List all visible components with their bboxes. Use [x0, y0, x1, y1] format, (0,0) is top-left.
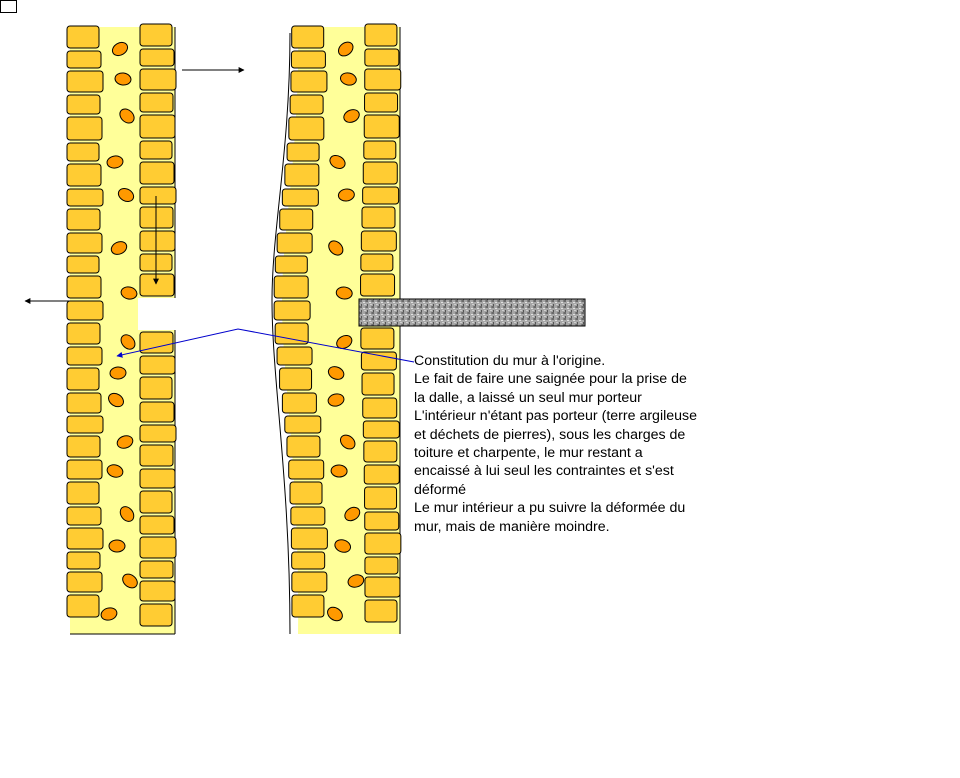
stone [365, 600, 397, 622]
stone [67, 26, 99, 48]
stone [67, 143, 99, 161]
stone [280, 209, 313, 230]
stone [365, 533, 401, 554]
stone [274, 301, 310, 320]
stone [67, 51, 101, 68]
stone [140, 402, 174, 422]
stone [140, 469, 175, 488]
stone [292, 595, 324, 617]
caption-line: déformé [414, 481, 467, 498]
stone [361, 352, 396, 370]
stone [364, 441, 397, 462]
stone [140, 445, 173, 466]
caption-line: L'intérieur n'étant pas porteur (terre argileuse [414, 408, 698, 425]
stone [274, 276, 308, 298]
stone [292, 572, 327, 592]
stone [67, 95, 100, 114]
stone [287, 436, 320, 457]
caption-line: Constitution du mur à l'origine. [414, 353, 606, 369]
stone [67, 416, 103, 433]
stone [292, 26, 324, 48]
stone [365, 24, 397, 46]
stone [67, 71, 103, 92]
stone [277, 233, 312, 253]
stone [67, 256, 99, 273]
stone [67, 460, 102, 479]
stone [361, 231, 396, 251]
stone [282, 189, 318, 206]
explanation-caption [414, 352, 744, 536]
stone [140, 141, 172, 159]
pebble [331, 465, 348, 478]
stone [365, 577, 400, 597]
pebble [109, 540, 125, 552]
stone [67, 347, 102, 365]
caption-line: Le mur intérieur a pu suivre la déformée du [414, 500, 686, 517]
stone [291, 507, 325, 525]
stone [365, 69, 401, 90]
caption-line: la dalle, a laissé un seul mur porteur [414, 389, 642, 406]
stone [287, 143, 319, 161]
caption-line: et déchets de pierres), sous les charges de [414, 426, 686, 443]
stone [140, 115, 175, 138]
stone [362, 207, 395, 228]
stone [364, 141, 396, 159]
stone [363, 398, 397, 418]
stone [140, 274, 174, 296]
stone [140, 581, 175, 601]
stone [291, 51, 325, 68]
stone [140, 604, 172, 626]
stone [140, 187, 176, 204]
stone [365, 557, 398, 574]
stone [67, 552, 100, 569]
stone [292, 552, 325, 569]
original-wall [67, 24, 178, 634]
deformed-wall [272, 24, 585, 634]
stone [67, 117, 102, 140]
stone [67, 436, 100, 457]
stone [363, 162, 397, 184]
stone [280, 368, 312, 390]
stone [140, 49, 174, 66]
stone [67, 209, 100, 230]
stone [140, 516, 174, 534]
stone [277, 347, 312, 365]
stone [67, 507, 101, 525]
stone [67, 164, 101, 186]
caption-line: toiture et charpente, le mur restant a [414, 445, 643, 462]
caption-line: encaissé à lui seul les contraintes et s'est [414, 463, 674, 480]
stone [67, 393, 101, 413]
saignee-gap [138, 298, 178, 330]
stone [290, 95, 323, 114]
stone [363, 187, 399, 204]
stone [140, 356, 175, 374]
stone [365, 93, 398, 112]
stone [140, 162, 174, 184]
stone [140, 93, 173, 112]
stone [285, 416, 321, 433]
stone [140, 69, 176, 90]
stone [67, 189, 103, 206]
floor-slab [359, 299, 585, 326]
stone [67, 233, 102, 253]
stone [361, 328, 394, 349]
stone [285, 164, 319, 186]
stone [282, 393, 316, 413]
stone [67, 595, 99, 617]
stone [291, 71, 327, 92]
stone [140, 231, 175, 251]
stone [67, 301, 103, 320]
stone [140, 425, 176, 442]
caption-line: mur, mais de manière moindre. [414, 518, 610, 535]
stone [363, 421, 399, 438]
stone [290, 482, 322, 504]
stone [365, 49, 399, 66]
stone [361, 274, 395, 296]
stone [67, 482, 99, 504]
stone [364, 115, 399, 138]
stone [364, 465, 399, 484]
stone [140, 24, 172, 46]
stone [275, 256, 307, 273]
caption-line: Le fait de faire une saignée pour la prise de [414, 371, 687, 388]
stone [140, 491, 172, 513]
stone [140, 537, 176, 558]
stone [289, 460, 324, 479]
stone [67, 323, 100, 344]
stone [291, 528, 327, 549]
stone [140, 377, 172, 399]
stone [67, 528, 103, 549]
stone [365, 487, 397, 509]
stone [361, 254, 393, 271]
stone [67, 572, 102, 592]
stone [140, 561, 173, 578]
stone [67, 276, 101, 298]
stone [289, 117, 324, 140]
stone [365, 512, 399, 530]
stone [362, 373, 394, 395]
stone [67, 368, 99, 390]
